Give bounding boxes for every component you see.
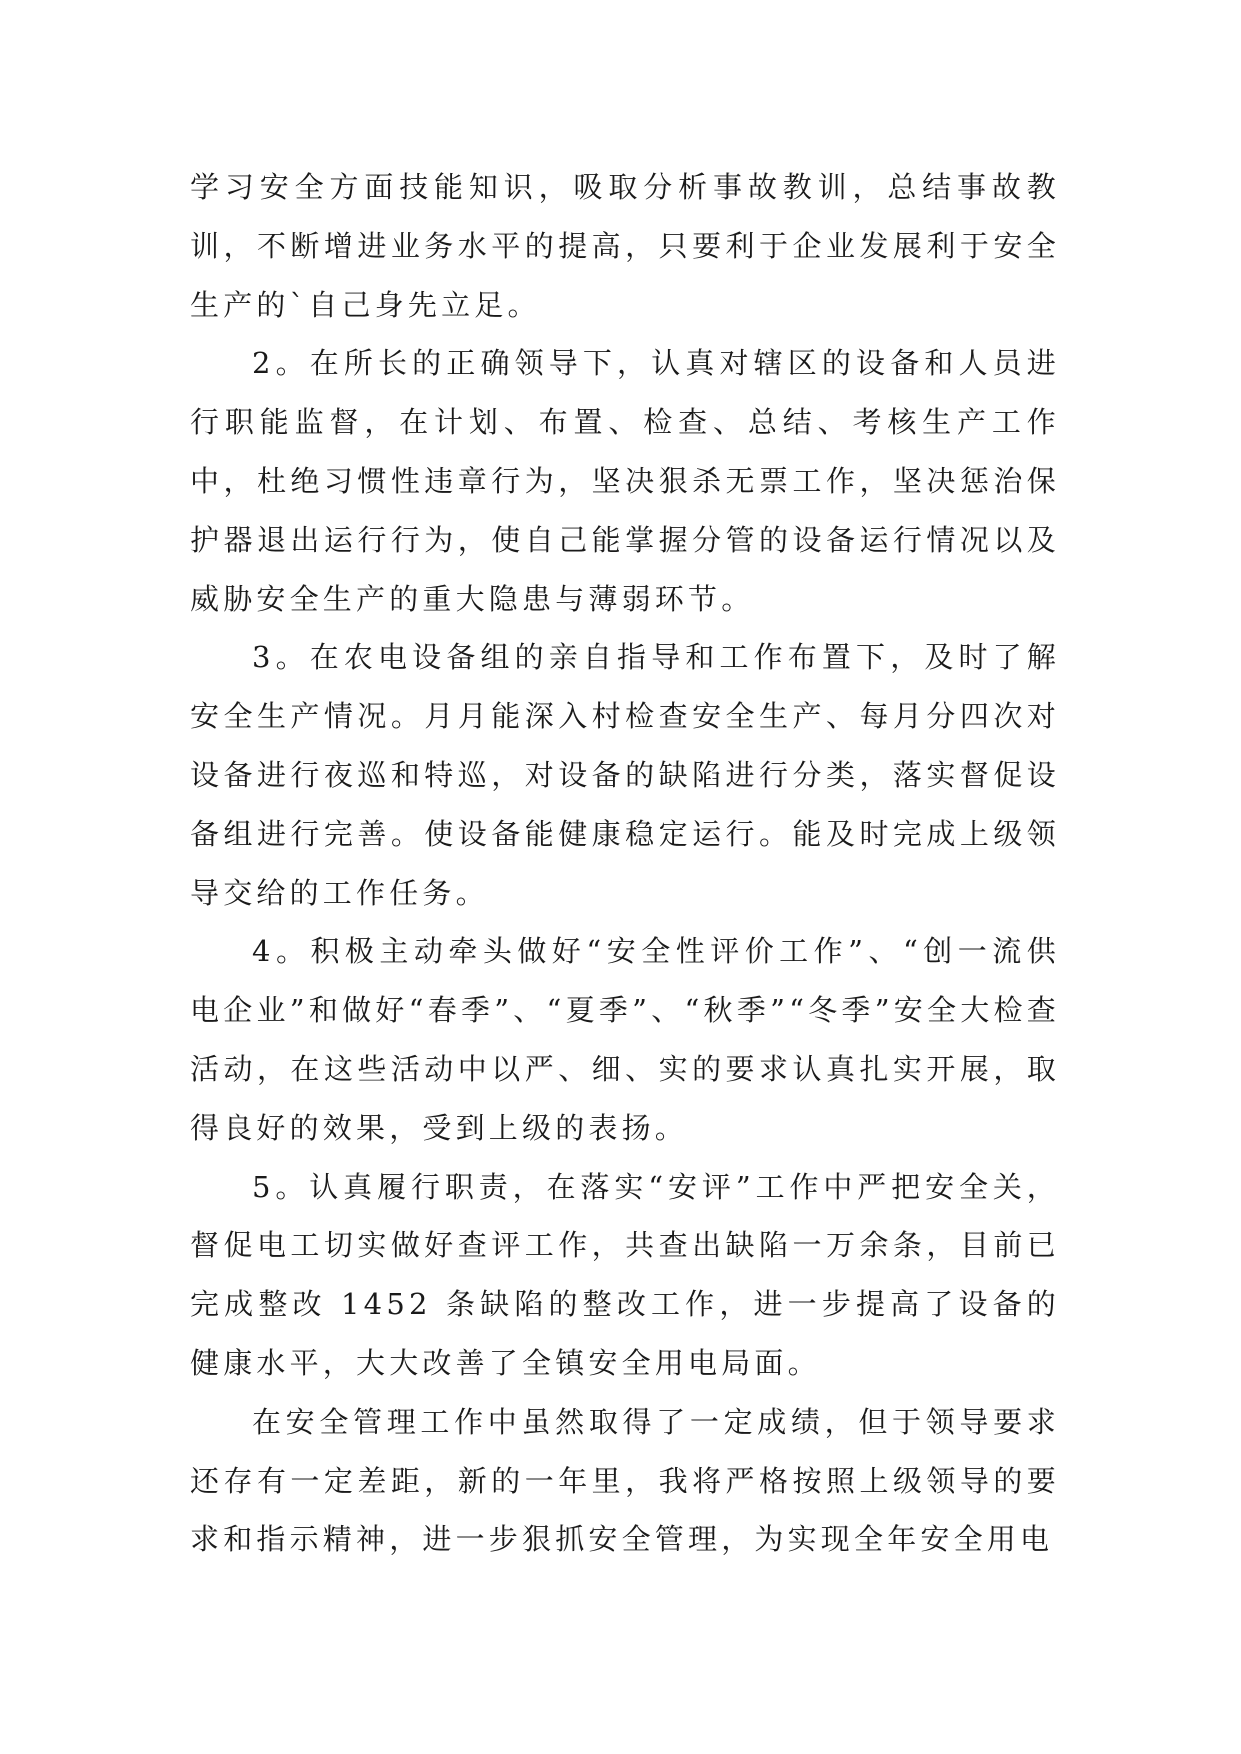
- paragraph-item-5: 5。认真履行职责，在落实“安评”工作中严把安全关，督促电工切实做好查评工作，共查出缺陷一万余条，目前已完成整改 1452 条缺陷的整改工作，进一步提高了设备的健康水平，大大改善了全镇安全用电局面。: [190, 1169, 1060, 1380]
- document-body: [190, 158, 1060, 1569]
- paragraph-item-4: 4。积极主动牵头做好“安全性评价工作”、“创一流供电企业”和做好“春季”、“夏季”、“秋季”“冬季”安全大检查活动，在这些活动中以严、细、实的要求认真扎实开展，取得良好的效果，受到上级的表扬。: [190, 934, 1060, 1145]
- paragraph-item-2: 2。在所长的正确领导下，认真对辖区的设备和人员进行职能监督，在计划、布置、检查、总结、考核生产工作中，杜绝习惯性违章行为，坚决狠杀无票工作，坚决惩治保护器退出运行行为，使自己能掌握分管的设备运行情况以及威胁安全生产的重大隐患与薄弱环节。: [190, 346, 1060, 616]
- paragraph-closing: 在安全管理工作中虽然取得了一定成绩，但于领导要求还存有一定差距，新的一年里，我将严格按照上级领导的要求和指示精神，进一步狠抓安全管理，为实现全年安全用电: [190, 1404, 1060, 1557]
- paragraph-continuation: 学习安全方面技能知识，吸取分析事故教训，总结事故教训，不断增进业务水平的提高，只要利于企业发展利于安全生产的`自己身先立足。: [190, 170, 1060, 322]
- paragraph-item-3: 3。在农电设备组的亲自指导和工作布置下，及时了解安全生产情况。月月能深入村检查安全生产、每月分四次对设备进行夜巡和特巡，对设备的缺陷进行分类，落实督促设备组进行完善。使设备能健康稳定运行。能及时完成上级领导交给的工作任务。: [190, 640, 1060, 910]
